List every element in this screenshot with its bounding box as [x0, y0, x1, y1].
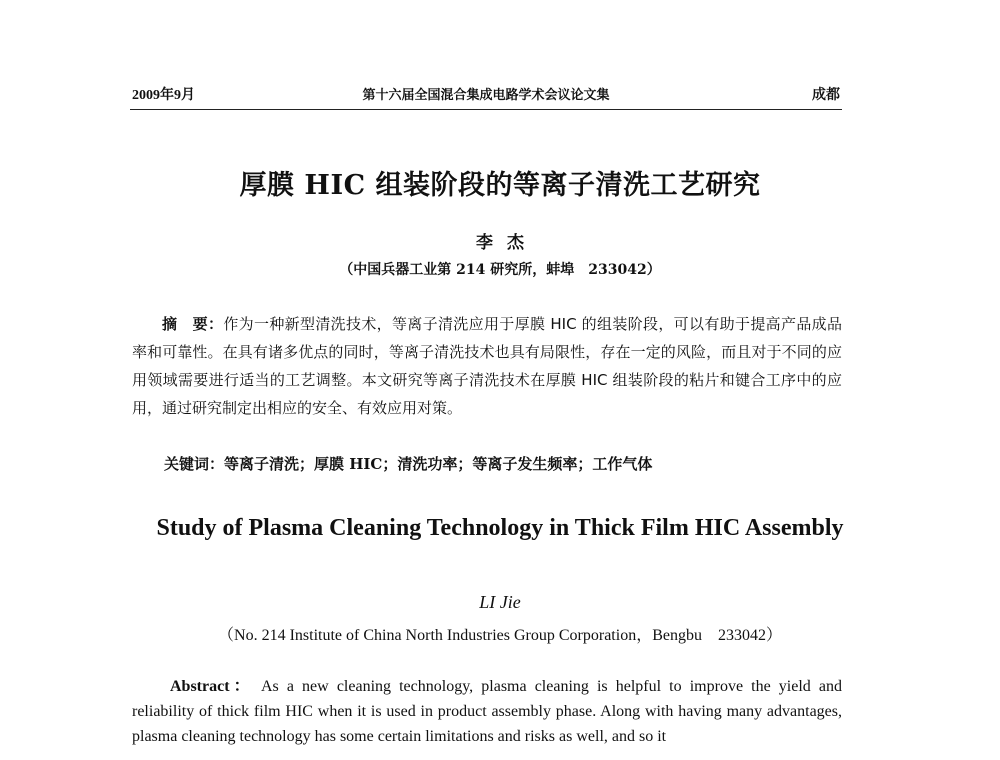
chinese-affiliation: （中国兵器工业第 214 研究所，蚌埠 233042） — [339, 262, 661, 278]
chinese-abstract — [132, 310, 842, 422]
chinese-author: 李杰 — [476, 233, 538, 253]
english-author: LI Jie — [479, 592, 521, 612]
english-abstract — [132, 674, 842, 749]
english-title: Study of Plasma Cleaning Technology in Thick Film HIC Assembly — [156, 515, 844, 541]
english-abstract-text: As a new cleaning technology, plasma cleaning is helpful to improve the yield and reliability of thick film HIC when it is used in product assembly phase. Along with having many advantages, plasma cleaning technology has some certain limitations and risks as well, and so it — [132, 678, 842, 745]
chinese-abstract-label: 摘 要： — [162, 315, 224, 333]
running-head — [130, 82, 842, 108]
running-head-date: 2009年9月 — [132, 88, 195, 103]
chinese-abstract-text: 作为一种新型清洗技术，等离子清洗应用于厚膜 HIC 的组装阶段，可以有助于提高产品成品率和可靠性。在具有诸多优点的同时，等离子清洗技术也具有局限性，存在一定的风险，而且对于不同的应用领域需要进行适当的工艺调整。本文研究等离子清洗技术在厚膜 HIC 组装阶段的粘片和键合工序中的应用，通过研究制定出相应的安全、有效应用对策。 — [132, 315, 842, 417]
running-head-proceedings: 第十六届全国混合集成电路学术会议论文集 — [362, 88, 610, 103]
english-affiliation: （No. 214 Institute of China North Industries Group Corporation，Bengbu 233042） — [218, 627, 782, 644]
chinese-title: 厚膜 HIC 组装阶段的等离子清洗工艺研究 — [239, 170, 761, 201]
english-abstract-label: Abstract： — [170, 678, 254, 695]
running-head-location: 成都 — [812, 87, 840, 103]
chinese-keywords: 关键词：等离子清洗；厚膜 HIC；清洗功率；等离子发生频率；工作气体 — [164, 455, 653, 473]
header-rule — [130, 109, 842, 110]
